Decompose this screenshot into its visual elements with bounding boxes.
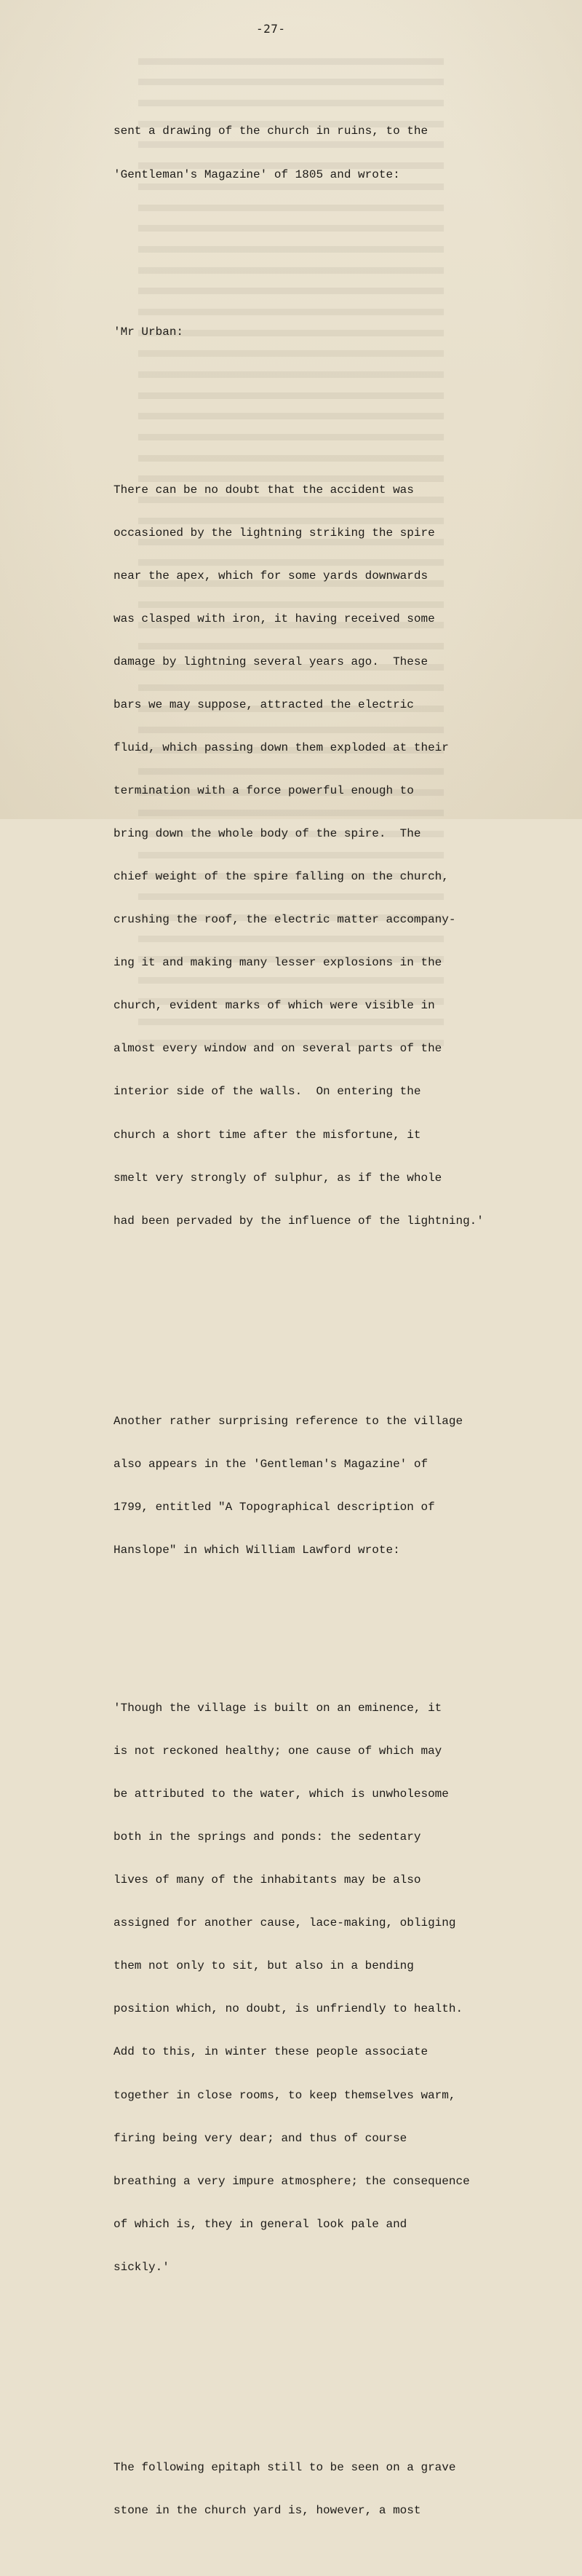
paragraph-intro	[113, 96, 521, 211]
paragraph-lawford-quote	[113, 1673, 521, 2304]
text-line: bars we may suppose, attracted the electric	[113, 698, 414, 711]
text-line: church, evident marks of which were visible in	[113, 999, 435, 1013]
text-line: had been pervaded by the influence of the lightning.'	[113, 1214, 484, 1228]
text-line: Hanslope" in which William Lawford wrote:	[113, 1544, 400, 1557]
text-line: assigned for another cause, lace-making, obliging	[113, 1916, 456, 1930]
text-line: chief weight of the spire falling on the church,	[113, 870, 449, 884]
text-line: crushing the roof, the electric matter accompany-	[113, 913, 456, 927]
text-line: position which, no doubt, is unfriendly to health.	[113, 2002, 463, 2016]
text-line: of which is, they in general look pale and	[113, 2217, 407, 2231]
text-line: smelt very strongly of sulphur, as if the whole	[113, 1171, 442, 1185]
text-line: be attributed to the water, which is unwholesome	[113, 1787, 449, 1801]
text-line: both in the springs and ponds: the sedentary	[113, 1830, 421, 1844]
text-line: 'Gentleman's Magazine' of 1805 and wrote:	[113, 167, 400, 181]
text-line: Another rather surprising reference to the village	[113, 1415, 463, 1429]
text-line: also appears in the 'Gentleman's Magazine' of	[113, 1458, 428, 1471]
page-number: -27-	[256, 22, 286, 36]
paragraph-magazine-reference	[113, 1386, 521, 1587]
text-line: stone in the church yard is, however, a most	[113, 2504, 421, 2518]
text-line: interior side of the walls. On entering the	[113, 1085, 421, 1099]
paragraph-salutation	[113, 297, 521, 368]
paragraph-letter-body	[113, 454, 521, 1257]
text-line: church a short time after the misfortune, it	[113, 1128, 421, 1142]
text-line: There can be no doubt that the accident was	[113, 483, 414, 497]
text-line: ing it and making many lesser explosions in the	[113, 956, 442, 970]
text-line: fluid, which passing down them exploded at their	[113, 740, 449, 754]
text-line: damage by lightning several years ago. These	[113, 655, 428, 668]
text-line: is not reckoned healthy; one cause of which may	[113, 1745, 442, 1758]
text-line: near the apex, which for some yards downwards	[113, 569, 428, 582]
text-line: together in close rooms, to keep themselves warm,	[113, 2088, 456, 2102]
text-line: The following epitaph still to be seen on a grave	[113, 2461, 456, 2475]
text-line: 1799, entitled "A Topographical description of	[113, 1501, 435, 1514]
text-line: firing being very dear; and thus of course	[113, 2131, 407, 2145]
text-line: Add to this, in winter these people associate	[113, 2045, 428, 2059]
paragraph-epitaph-intro	[113, 2433, 521, 2548]
text-line: 'Mr Urban:	[113, 325, 184, 339]
text-line: almost every window and on several parts of the	[113, 1042, 442, 1056]
text-line: bring down the whole body of the spire. The	[113, 827, 421, 841]
text-line: 'Though the village is built on an eminence, it	[113, 1701, 442, 1715]
text-line: them not only to sit, but also in a bending	[113, 1959, 414, 1973]
text-line: was clasped with iron, it having received some	[113, 612, 435, 625]
text-line: breathing a very impure atmosphere; the consequence	[113, 2174, 470, 2188]
text-line: sent a drawing of the church in ruins, to the	[113, 125, 428, 138]
body-text	[113, 53, 521, 2576]
text-line: occasioned by the lightning striking the spire	[113, 526, 435, 540]
text-line: sickly.'	[113, 2260, 170, 2274]
text-line: termination with a force powerful enough to	[113, 784, 414, 798]
text-line: lives of many of the inhabitants may be also	[113, 1873, 421, 1887]
